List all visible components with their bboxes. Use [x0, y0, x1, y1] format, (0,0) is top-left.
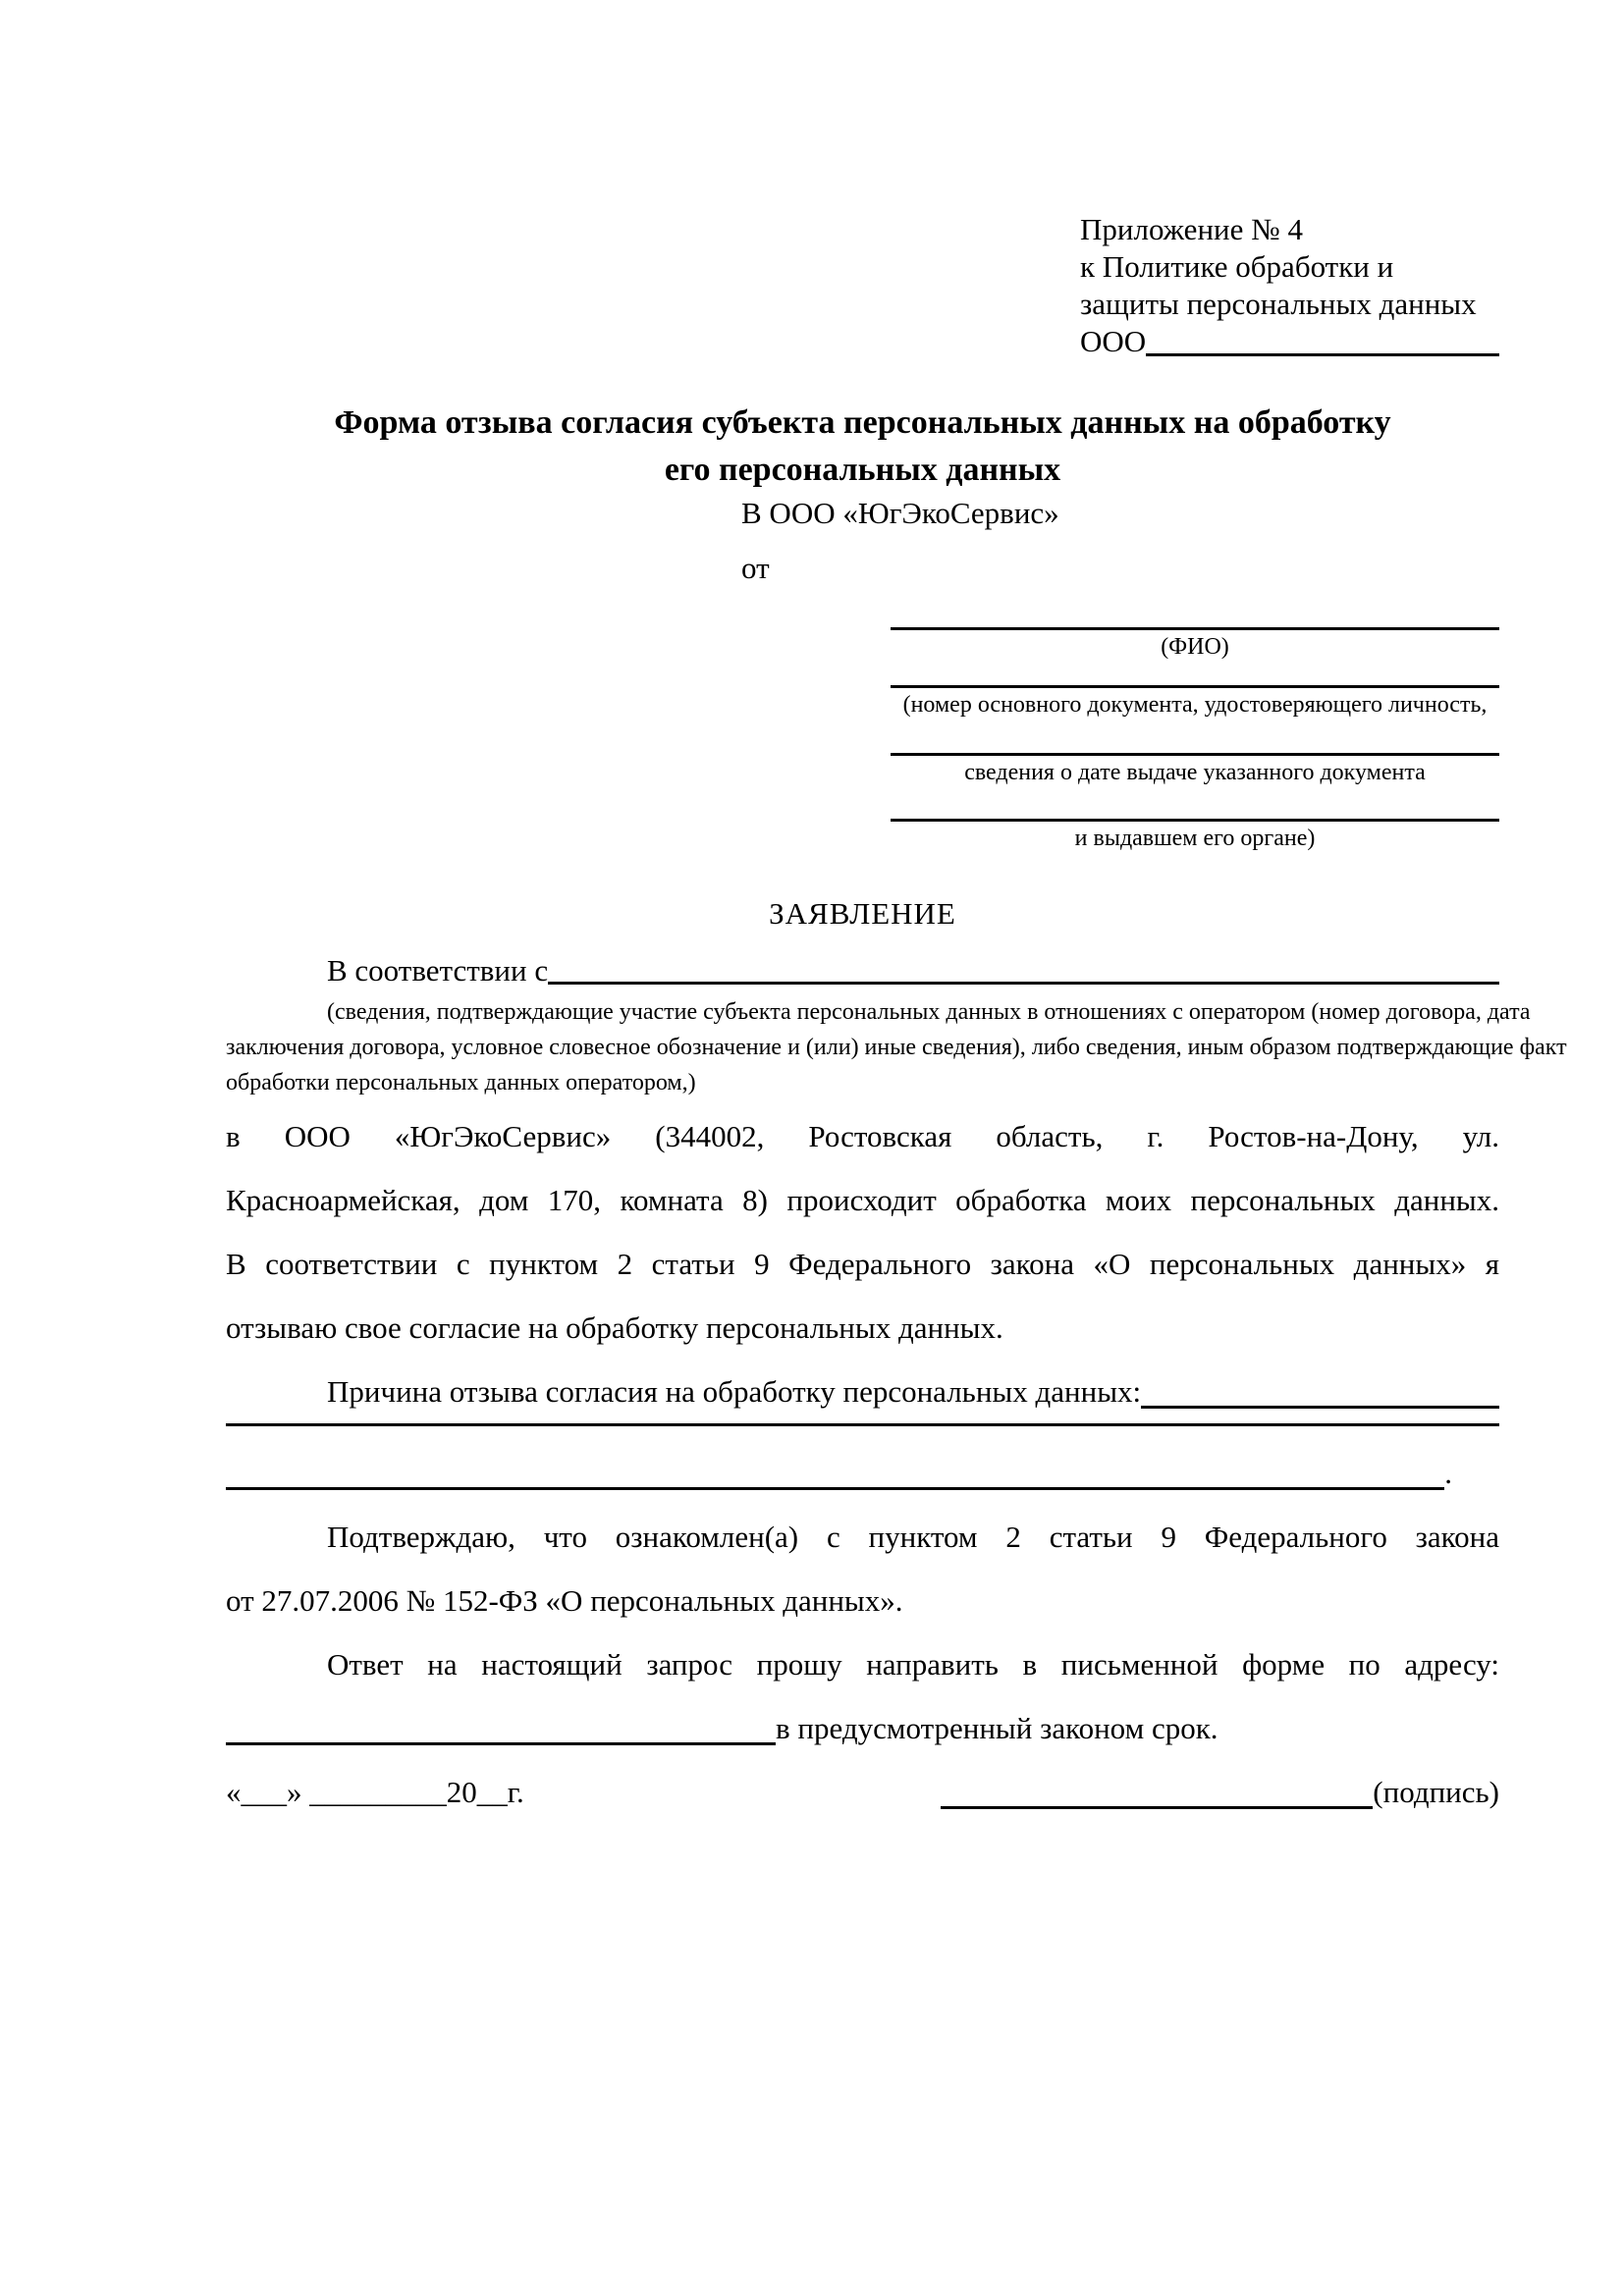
accordance-blank-line — [548, 949, 1499, 985]
appendix-line-1: Приложение № 4 — [1080, 212, 1303, 246]
appendix-line-2: к Политике обработки и — [1080, 249, 1394, 284]
document-number-caption: (номер основного документа, удостоверяющего личность, — [902, 692, 1488, 718]
response-paragraph — [226, 1632, 1499, 1760]
issuing-authority-blank-line — [891, 819, 1499, 822]
ooo-label: ООО — [1080, 324, 1147, 358]
company-name-row — [1080, 323, 1499, 360]
reason-blank-line-2 — [226, 1423, 1499, 1426]
document-number-blank-line — [891, 685, 1499, 688]
footnote-line-1: (сведения, подтверждающие участие субъекта персональных данных в отношениях с оператором (номер договора, дата — [327, 999, 1531, 1025]
reason-blank-line-1 — [1141, 1360, 1499, 1409]
from-label: от — [741, 551, 770, 585]
reason-period: . — [1444, 1456, 1452, 1490]
body-line-2: Красноармейская, дом 170, комната 8) происходит обработка моих персональных данных. — [226, 1183, 1499, 1217]
appendix-line-3: защиты персональных данных — [1080, 287, 1477, 321]
title-line-2: его персональных данных — [664, 452, 1061, 488]
accordance-row — [226, 949, 1499, 992]
reason-blank-row-2 — [226, 1423, 1499, 1441]
reason-blank-line-3 — [226, 1441, 1444, 1490]
signature-blank-line — [941, 1760, 1373, 1809]
reason-lead: Причина отзыва согласия на обработку персональных данных: — [327, 1374, 1142, 1409]
addressee-block — [741, 494, 1499, 853]
confirm-paragraph — [226, 1505, 1499, 1632]
footnote — [226, 994, 1567, 1100]
footnote-line-3: обработки персональных данных оператором,) — [226, 1070, 696, 1095]
reason-blank-row-3 — [226, 1441, 1499, 1505]
signature-row — [226, 1760, 1499, 1824]
address-blank-line — [226, 1696, 776, 1745]
signature-group — [941, 1760, 1499, 1824]
title-line-1: Форма отзыва согласия субъекта персональных данных на обработку — [334, 404, 1391, 441]
fio-caption: (ФИО) — [1161, 634, 1229, 660]
issue-date-caption: сведения о дате выдаче указанного документа — [964, 760, 1426, 785]
body-line-3: В соответствии с пунктом 2 статьи 9 Федерального закона «О персональных данных» я — [226, 1247, 1499, 1281]
appendix-note — [1080, 211, 1499, 360]
confirm-line-1: Подтверждаю, что ознакомлен(а) с пунктом 2 статьи 9 Федерального закона — [327, 1520, 1499, 1554]
addressee-fill-in-lines — [891, 627, 1499, 853]
footnote-line-2: заключения договора, условное словесное обозначение и (или) иные сведения), либо сведения, иным образом подтверждающие факт — [226, 1035, 1567, 1060]
body-paragraph — [226, 1104, 1499, 1360]
body-line-1: в ООО «ЮгЭкоСервис» (344002, Ростовская область, г. Ростов-на-Дону, ул. — [226, 1119, 1499, 1153]
statement-heading: ЗАЯВЛЕНИЕ — [769, 896, 956, 931]
addressee-to: В ООО «ЮгЭкоСервис» — [741, 496, 1059, 530]
date-blank: «___» _________20__г. — [226, 1775, 524, 1809]
signature-caption: (подпись) — [1373, 1775, 1499, 1809]
reason-row — [226, 1360, 1499, 1423]
accordance-lead: В соответствии с — [327, 953, 549, 988]
response-address-row — [226, 1696, 1499, 1760]
issue-date-blank-line — [891, 753, 1499, 756]
response-tail: в предусмотренный законом срок. — [776, 1711, 1218, 1745]
fio-blank-line — [891, 627, 1499, 630]
document-title — [226, 400, 1499, 494]
issuing-authority-caption: и выдавшем его органе) — [1074, 826, 1316, 851]
response-lead-line: Ответ на настоящий запрос прошу направить в письменной форме по адресу: — [327, 1647, 1499, 1682]
confirm-line-2: от 27.07.2006 № 152-ФЗ «О персональных данных». — [226, 1583, 903, 1618]
company-name-blank-line — [1146, 323, 1499, 356]
body-line-4: отзываю свое согласие на обработку персональных данных. — [226, 1310, 1003, 1345]
